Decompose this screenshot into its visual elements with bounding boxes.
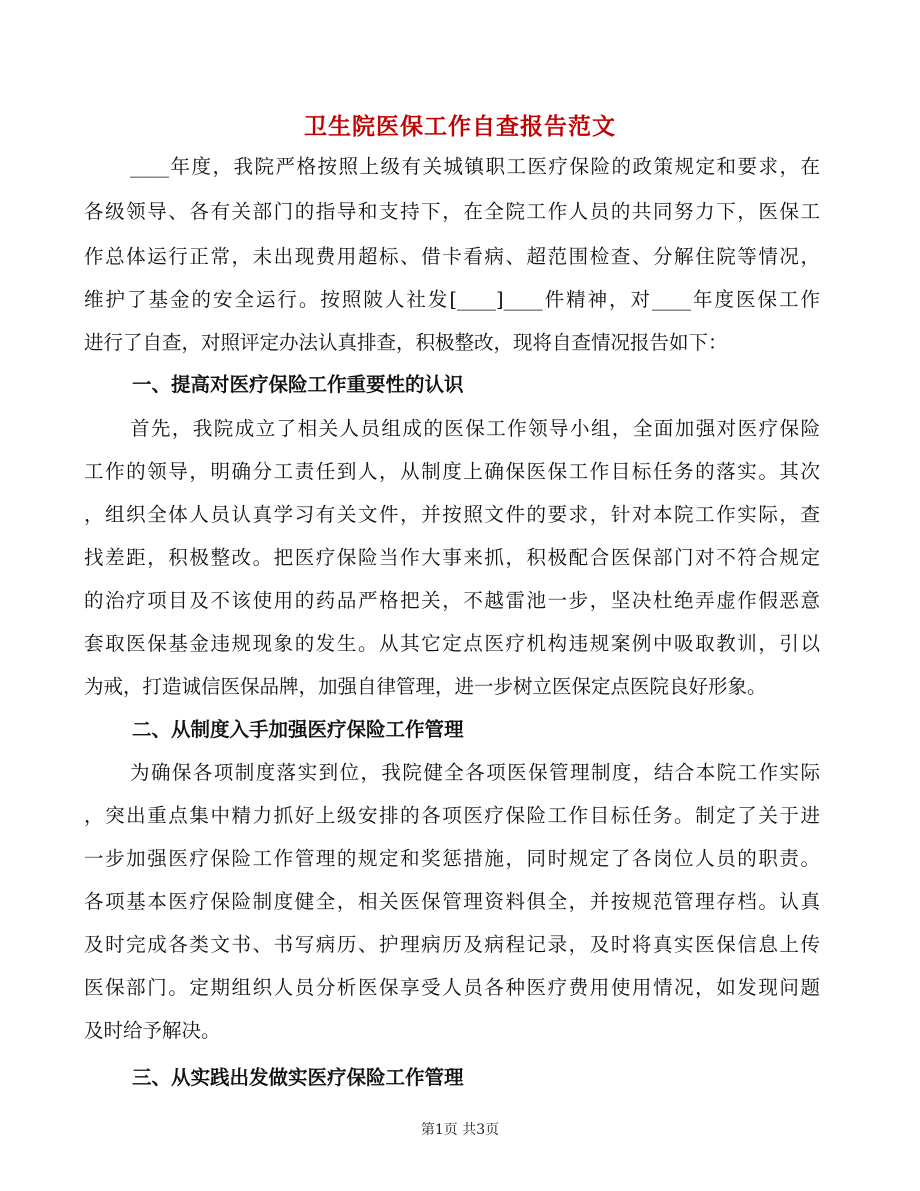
document-title: 卫生院医保工作自查报告范文 (304, 114, 616, 140)
paragraph-line: 医保部门。定期组织人员分析医保享受人员各种医疗费用使用情况，如发现问题 (84, 976, 820, 999)
paragraph-line: 维护了基金的安全运行。按照陂人社发[____]____件精神，对____年度医保工作 (84, 288, 820, 311)
paragraph-line: ，突出重点集中精力抓好上级安排的各项医疗保险工作目标任务。制定了关于进 (84, 804, 820, 827)
paragraph-line: 各项基本医疗保险制度健全，相关医保管理资料俱全，并按规范管理存档。认真 (84, 890, 820, 913)
paragraph-line: ，组织全体人员认真学习有关文件，并按照文件的要求，针对本院工作实际，查 (84, 503, 820, 526)
paragraph-line: 套取医保基金违规现象的发生。从其它定点医疗机构违规案例中吸取教训，引以 (84, 632, 820, 655)
paragraph-line: 工作的领导，明确分工责任到人，从制度上确保医保工作目标任务的落实。其次 (84, 460, 820, 483)
page-footer: 第1页 共3页 (420, 1122, 500, 1138)
paragraph-line: 为确保各项制度落实到位，我院健全各项医保管理制度，结合本院工作实际 (130, 761, 820, 784)
paragraph-line: 的治疗项目及不该使用的药品严格把关，不越雷池一步，坚决杜绝弄虚作假恶意 (84, 589, 820, 612)
paragraph-line: 各级领导、各有关部门的指导和支持下，在全院工作人员的共同努力下，医保工 (84, 200, 820, 223)
paragraph-line: 一步加强医疗保险工作管理的规定和奖惩措施，同时规定了各岗位人员的职责。 (84, 847, 820, 870)
paragraph-line: 为戒，打造诚信医保品牌，加强自律管理，进一步树立医保定点医院良好形象。 (84, 675, 767, 698)
section-heading: 三、从实践出发做实医疗保险工作管理 (132, 1066, 464, 1089)
paragraph-line: 找差距，积极整改。把医疗保险当作大事来抓，积极配合医保部门对不符合规定 (84, 546, 820, 569)
paragraph-line: ____年度，我院严格按照上级有关城镇职工医疗保险的政策规定和要求，在 (130, 155, 820, 178)
paragraph-line: 作总体运行正常，未出现费用超标、借卡看病、超范围检查、分解住院等情况， (84, 245, 820, 268)
section-heading: 二、从制度入手加强医疗保险工作管理 (132, 718, 464, 741)
paragraph-line: 首先，我院成立了相关人员组成的医保工作领导小组，全面加强对医疗保险 (130, 417, 820, 440)
paragraph-line: 及时给予解决。 (84, 1019, 221, 1042)
section-heading: 一、提高对医疗保险工作重要性的认识 (132, 373, 464, 396)
paragraph-line: 进行了自查，对照评定办法认真排查，积极整改，现将自查情况报告如下： (84, 331, 728, 354)
paragraph-line: 及时完成各类文书、书写病历、护理病历及病程记录，及时将真实医保信息上传 (84, 933, 820, 956)
